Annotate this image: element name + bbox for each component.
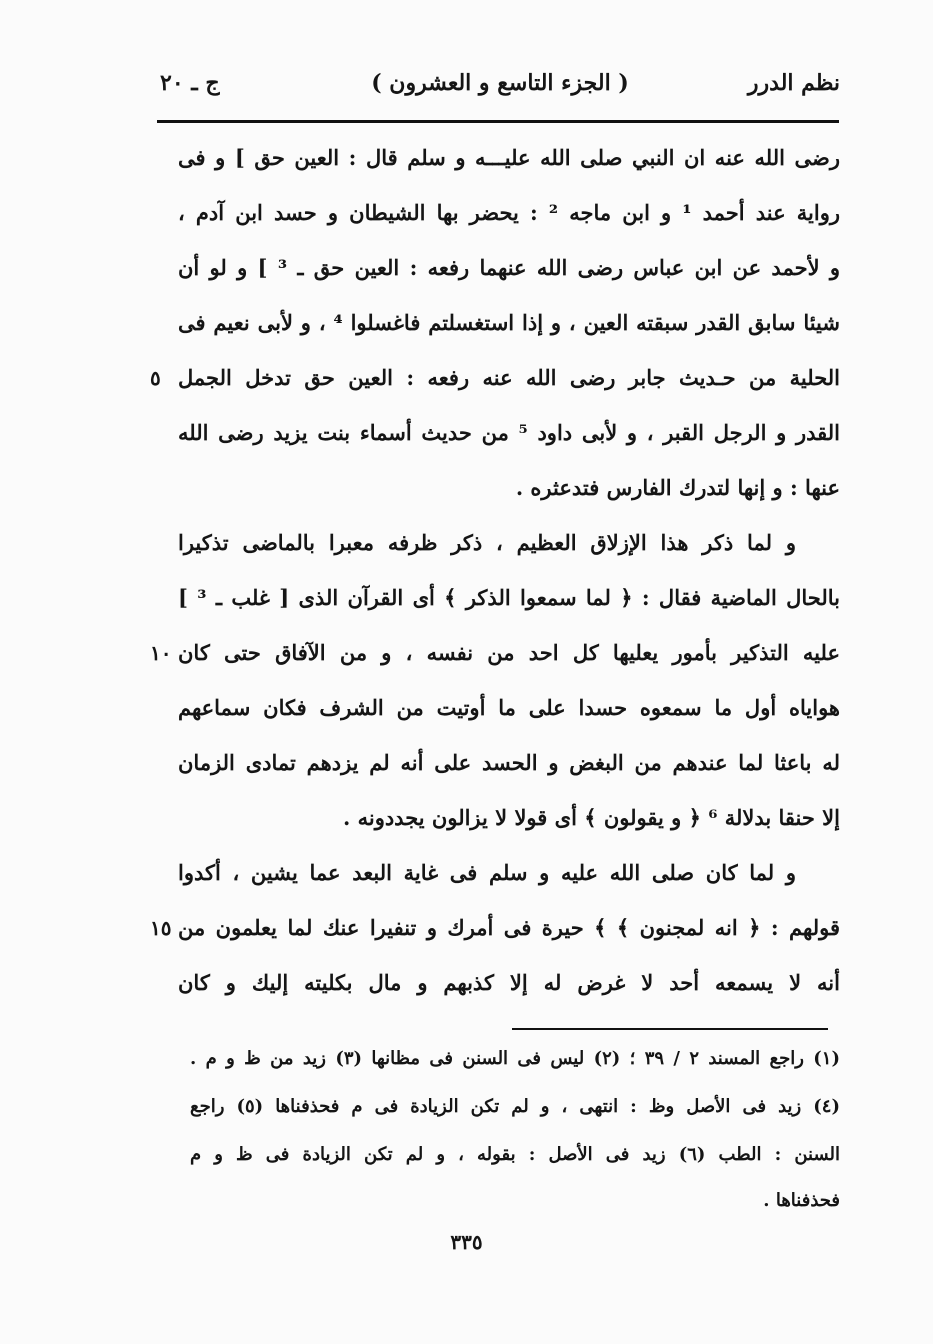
footnote-rule	[512, 1028, 828, 1030]
text-line: عنها : و إنها لتدرك الفارس فتدعثره .	[515, 475, 840, 500]
text-line: إلا حنقا بدلالة ⁶ ﴿ و يقولون ﴾ أى قولا لا يزالون يجددونه .	[342, 805, 840, 830]
header-rule	[157, 120, 839, 123]
running-header	[160, 70, 840, 110]
text-line: قولهم : ﴿ انه لمجنون ﴾ ﴾ حيرة فى أمرك و تنفيرا عنك لما يعلمون من	[178, 915, 840, 940]
part-title: ( الجزء التاسع و العشرون )	[371, 70, 629, 96]
text-line: رواية عند أحمد ¹ و ابن ماجه ² : يحضر بها الشيطان و حسد ابن آدم ،	[178, 200, 840, 225]
text-line: هواياه أول ما سمعوه حسدا على ما أوتيت من الشرف فكان سماعهم	[178, 695, 840, 720]
book-title: نظم الدرر	[747, 70, 840, 96]
text-line: و لأحمد عن ابن عباس رضى الله عنهما رفعه : العين حق ـ ³ ] و لو أن	[178, 255, 840, 280]
line-number: ١٥	[150, 916, 172, 940]
line-number: ١٠	[150, 641, 172, 665]
text-line: بالحال الماضية فقال : ﴿ لما سمعوا الذكر ﴾ أى القرآن الذى [ غلب ـ ³ ]	[178, 585, 840, 610]
text-line: القدر و الرجل القبر ، و لأبى داود ⁵ من حديث أسماء بنت يزيد رضى الله	[178, 420, 840, 445]
text-line: و لما ذكر هذا الإزلاق العظيم ، ذكر ظرفه معبرا بالماضى تذكيرا	[178, 530, 796, 555]
text-line: عليه التذكير بأمور يعليها كل احد من نفسه ، و من الآفاق حتى كان	[178, 640, 840, 665]
text-line: رضى الله عنه ان النبي صلى الله عليـــه و سلم قال : العين حق ] و فى	[178, 145, 840, 170]
footnote-line: (١) راجع المسند ٢ / ٣٩ ؛ (٢) ليس فى السنن فى مظانها (٣) زيد من ظ و م .	[190, 1048, 840, 1069]
text-line: الحلية من حـديث جابر رضى الله عنه رفعه : العين حق تدخل الجمل	[178, 365, 840, 390]
page-number: ٣٣٥	[450, 1230, 483, 1254]
footnote-line: فحذفناها .	[763, 1190, 840, 1211]
footnote-line: (٤) زيد فى الأصل وظ : انتهى ، و لم تكن الزيادة فى م فحذفناها (٥) راجع	[190, 1096, 840, 1117]
text-line: شيئا سابق القدر سبقته العين ، و إذا استغسلتم فاغسلوا ⁴ ، و لأبى نعيم فى	[178, 310, 840, 335]
chapter-label: ج ـ ٢٠	[160, 70, 220, 96]
footnote-line: السنن : الطب (٦) زيد فى الأصل : بقوله ، و لم تكن الزيادة فى ظ و م	[190, 1144, 840, 1165]
text-line: و لما كان صلى الله عليه و سلم فى غاية البعد عما يشين ، أكدوا	[178, 860, 796, 885]
line-number: ٥	[150, 366, 161, 390]
text-line: له باعثا لما عندهم من البغض و الحسد على أنه لم يزدهم تمادى الزمان	[178, 750, 840, 775]
text-line: أنه لا يسمعه أحد لا غرض له إلا كذبهم و مال بكليته إليك و كان	[178, 970, 840, 995]
